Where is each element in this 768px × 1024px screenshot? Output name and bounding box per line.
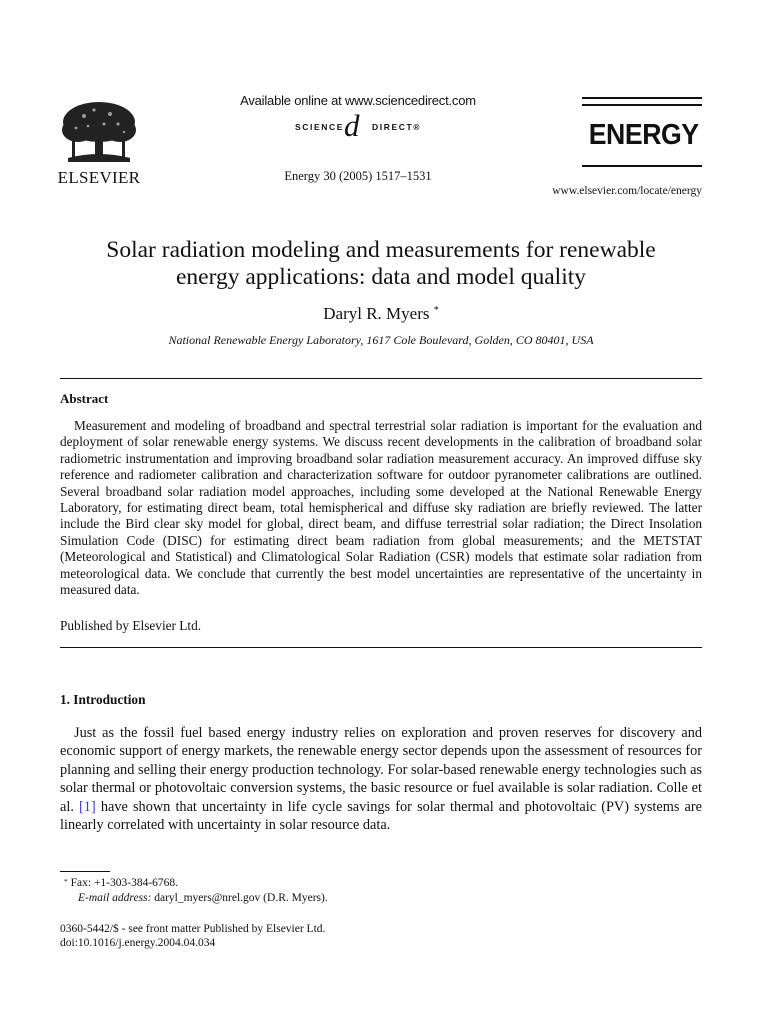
sciencedirect-logo [248,108,478,143]
abstract-bottom-rule [60,647,702,648]
footnote-email-label: E-mail address: [78,892,152,904]
reference-link-1[interactable]: [1] [79,798,96,815]
publisher-name: ELSEVIER [57,168,141,187]
author-footnote-mark[interactable]: * [433,305,439,316]
footnote-rule [60,871,110,872]
journal-rule-top-2 [582,104,702,106]
introduction-text-after-ref: have shown that uncertainty in life cycle savings for solar thermal and photovoltaic (PV) systems are linearly correlated with uncertainty in solar resource data. [60,798,702,834]
journal-logo: ENERGY [588,119,699,151]
sciencedirect-logo-right: DIRECT® [372,122,422,132]
author-affiliation: National Renewable Energy Laboratory, 1617 Cole Boulevard, Golden, CO 80401, USA [168,333,594,347]
journal-rule-bottom [582,165,702,167]
footnote-email [78,892,328,904]
journal-url[interactable]: www.elsevier.com/locate/energy [552,185,702,197]
doi-line[interactable]: doi:10.1016/j.energy.2004.04.034 [60,937,216,949]
sciencedirect-logo-at: d [344,108,360,143]
elsevier-tree-logo [58,100,140,166]
section-heading-introduction: 1. Introduction [60,692,146,707]
introduction-paragraph [60,724,702,834]
abstract-published-by: Published by Elsevier Ltd. [60,618,202,633]
footnote-fax [64,877,178,889]
footnote-mark: * [64,877,68,886]
article-title-line-2: energy applications: data and model quality [175,264,587,290]
author [60,304,702,324]
issn-line: 0360-5442/$ - see front matter Published by Elsevier Ltd. [60,923,326,935]
journal-citation: Energy 30 (2005) 1517–1531 [284,169,432,183]
abstract-text: Measurement and modeling of broadband and spectral terrestrial solar radiation is important for the evaluation and deployment of solar renewable energy systems. We discuss recent developments in the calibration of broadband solar radiometric instrumentation and improving broadband solar radiation measurement accuracy. An improved diffuse sky reference and radiometer calibration and characterization software for outdoor pyranometer calibrations are outlined. Several broadband solar radiation model approaches, including some developed at the National Renewable Energy Laboratory, for estimating direct beam, total hemispherical and diffuse sky radiation are briefly reviewed. The latter include the Bird clear sky model for global, direct beam, and diffuse terrestrial solar radiation; the Direct Insolation Simulation Code (DISC) for estimating direct beam radiation from global measurements; and the METSTAT (Meteorological and Statistical) and Climatological Solar Radiation (CSR) models that estimate solar radiation from meteorological data. We conclude that currently the best model uncertainties are representative of the uncertainty in measured data. [60,418,702,598]
sciencedirect-logo-left: SCIENCE [295,122,344,132]
abstract-heading: Abstract [60,391,109,406]
journal-rule-top-1 [582,97,702,99]
available-online-notice: Available online at www.sciencedirect.com [240,93,476,108]
footnote-fax-text: Fax: +1-303-384-6768. [70,877,179,889]
footnote-email-address[interactable]: daryl_myers@nrel.gov (D.R. Myers). [154,892,328,904]
author-name: Daryl R. Myers [323,304,430,323]
article-title-line-1: Solar radiation modeling and measurements for renewable [106,237,656,263]
article-title [60,237,702,291]
introduction-text-before-ref: Just as the fossil fuel based energy industry relies on exploration and proven reserves for discovery and economic support of energy markets, the renewable energy sector depends upon the assessment of resources for planning and selling their energy production technology. For solar-based renewable energy technologies such as solar thermal or photovoltaic conversion systems, the basic resource or fuel available is solar radiation. Colle et al. [60,725,702,815]
abstract-top-rule [60,378,702,379]
